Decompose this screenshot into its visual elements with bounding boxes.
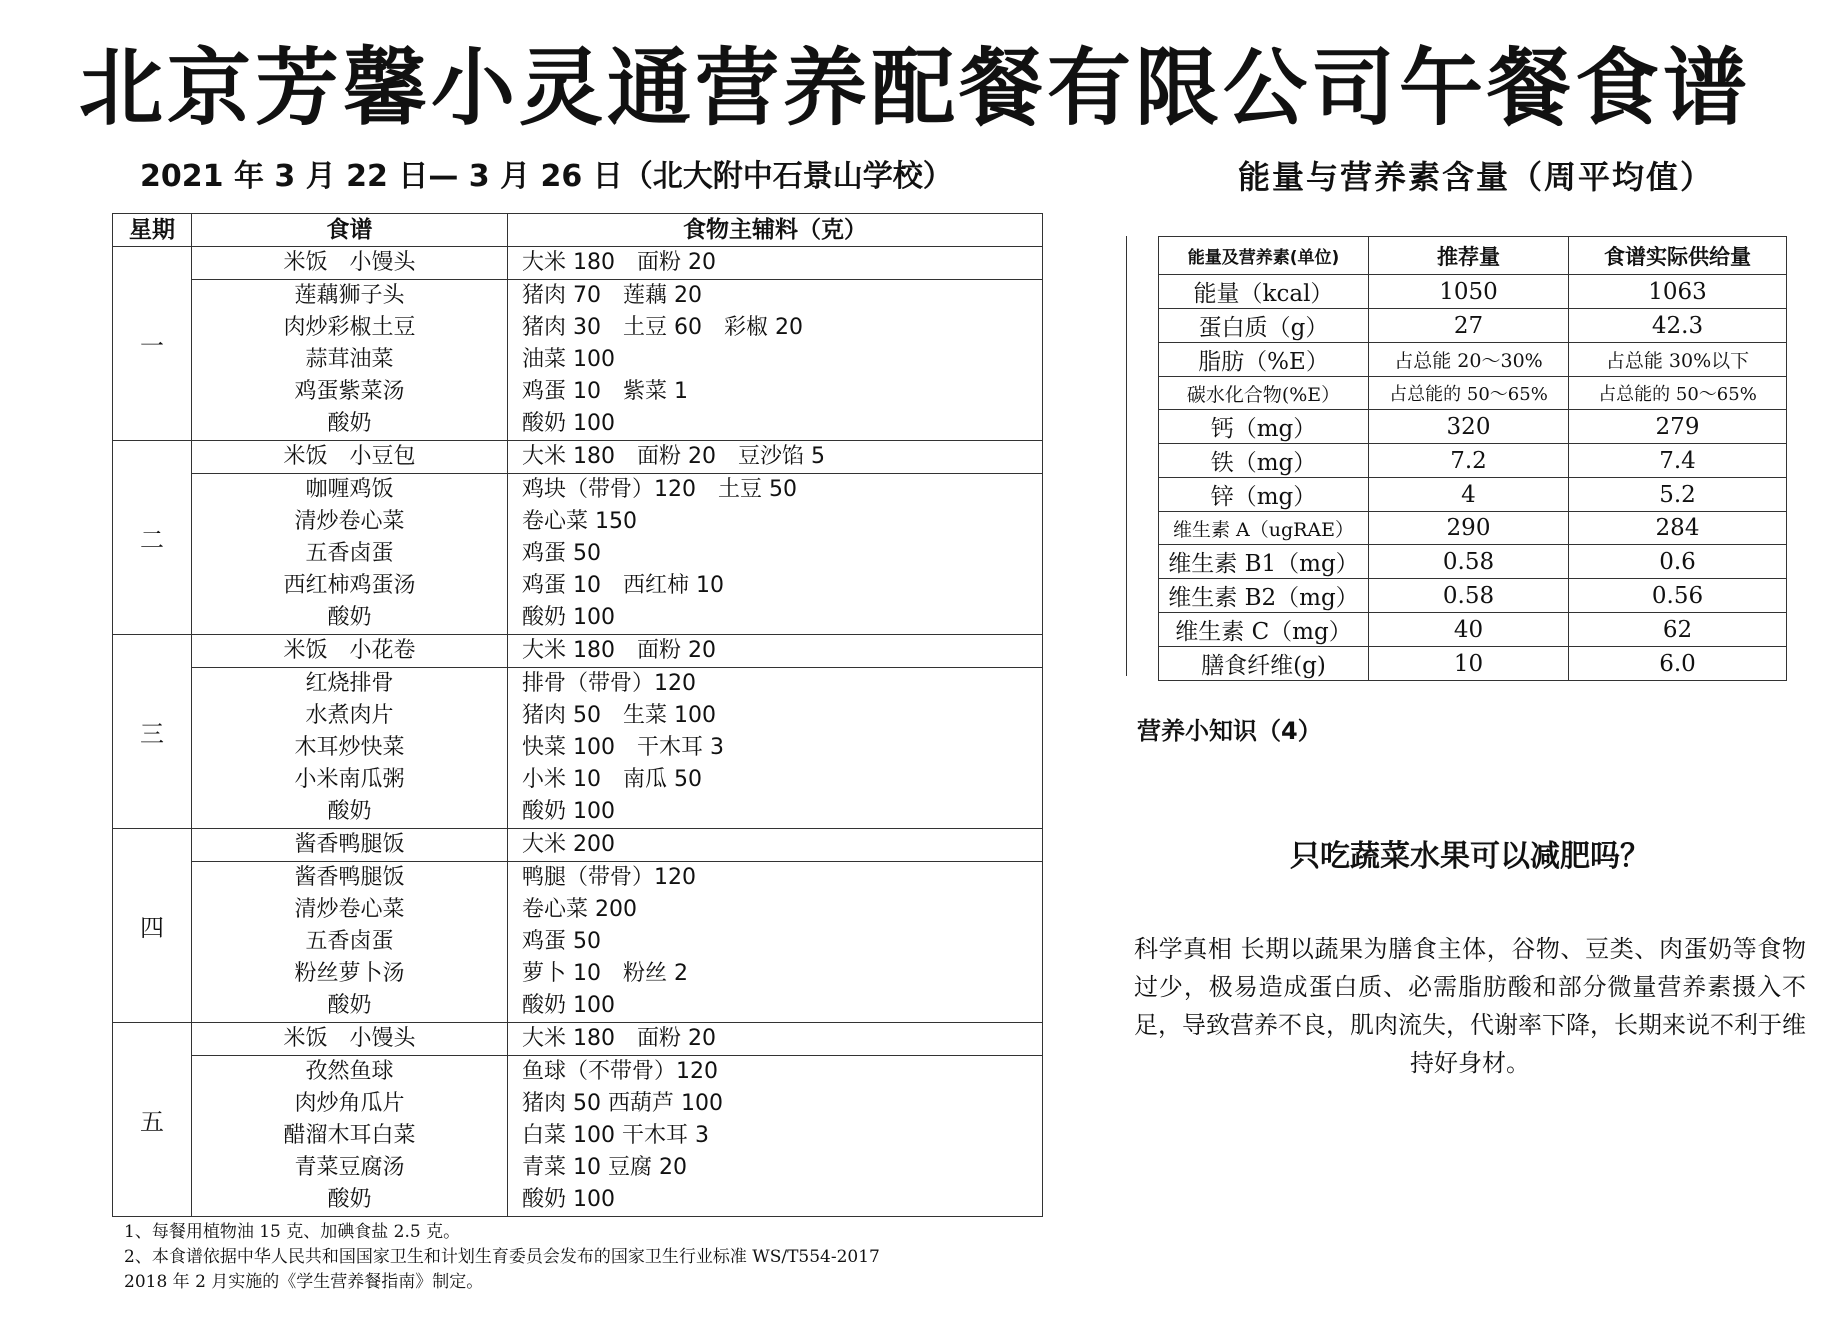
weekday-cell: 四 <box>113 829 192 1023</box>
recommended-value: 0.58 <box>1369 579 1569 613</box>
dish-name: 酸奶 <box>327 411 372 436</box>
nutrition-table <box>1158 236 1787 681</box>
actual-value: 284 <box>1569 512 1787 545</box>
actual-value: 42.3 <box>1569 309 1787 343</box>
dish-ingredients: 鸡蛋 50 <box>522 541 601 566</box>
recommended-value: 10 <box>1369 647 1569 681</box>
nutrient-name: 维生素 A（ugRAE） <box>1159 512 1369 545</box>
nutrition-row <box>1159 343 1787 377</box>
dish-ingredients: 青菜 10 豆腐 20 <box>522 1155 687 1180</box>
dish-name: 莲藕狮子头 <box>294 283 405 308</box>
dish-name: 酸奶 <box>327 993 372 1018</box>
nutrition-row <box>1159 377 1787 410</box>
date-line: 2021 年 3 月 22 日— 3 月 26 日（北大附中石景山学校） <box>140 159 953 194</box>
nutrient-name: 维生素 C（mg） <box>1159 613 1369 647</box>
dish-name: 小米南瓜粥 <box>294 767 405 792</box>
dish-ingredients: 鱼球（不带骨）120 <box>522 1059 718 1084</box>
dish-name: 孜然鱼球 <box>305 1059 394 1084</box>
dish-name: 粉丝萝卜汤 <box>294 961 405 986</box>
dish-ingredients: 鸡蛋 10 西红柿 10 <box>522 573 724 598</box>
page-title: 北京芳馨小灵通营养配餐有限公司午餐食谱 <box>78 39 1751 137</box>
dish-ingredients: 鸡块（带骨）120 土豆 50 <box>522 477 797 502</box>
recommended-value: 0.58 <box>1369 545 1569 579</box>
recommended-value: 占总能的 50～65% <box>1369 377 1569 410</box>
staple-ingredients: 大米 180 面粉 20 <box>522 1026 716 1051</box>
header-recommended: 推荐量 <box>1369 237 1569 275</box>
recommended-value: 占总能 20～30% <box>1369 343 1569 377</box>
menu-header-row <box>113 214 1043 247</box>
nutrition-row <box>1159 309 1787 343</box>
menu-staple-row <box>113 829 1043 862</box>
tip-body: 科学真相 长期以蔬果为膳食主体，谷物、豆类、肉蛋奶等食物过少，极易造成蛋白质、必需脂肪酸和部分微量营养素摄入不足，导致营养不良，肌肉流失，代谢率下降，长期来说不利于维持好身材。 <box>1134 935 1806 1077</box>
nutrient-name: 钙（mg） <box>1159 410 1369 444</box>
recommended-value: 1050 <box>1369 275 1569 309</box>
dishes-cell <box>192 668 508 829</box>
actual-value: 279 <box>1569 410 1787 444</box>
dish-ingredients: 酸奶 100 <box>522 411 615 436</box>
footnote: 2、本食谱依据中华人民共和国国家卫生和计划生育委员会发布的国家卫生行业标准 WS/T554-2017 <box>124 1247 880 1267</box>
staple-ingredients: 大米 180 面粉 20 豆沙馅 5 <box>522 444 825 469</box>
menu-dishes-row <box>113 668 1043 829</box>
menu-staple-row <box>113 441 1043 474</box>
dish-ingredients: 酸奶 100 <box>522 605 615 630</box>
dish-name: 咖喱鸡饭 <box>305 477 394 502</box>
menu-dishes-row <box>113 1056 1043 1217</box>
staple-dish: 酱香鸭腿饭 <box>294 832 405 857</box>
nutrition-row <box>1159 647 1787 681</box>
staple-dish-cell <box>192 247 508 280</box>
staple-dish: 米饭 小豆包 <box>283 444 416 469</box>
tip-title: 只吃蔬菜水果可以减肥吗？ <box>1290 839 1650 874</box>
dish-ingredients: 鸡蛋 50 <box>522 929 601 954</box>
staple-dish-cell <box>192 635 508 668</box>
ingredients-cell <box>508 862 1043 1023</box>
menu-dishes-row <box>113 862 1043 1023</box>
dishes-cell <box>192 862 508 1023</box>
nutrition-row <box>1159 613 1787 647</box>
staple-ingredients-cell <box>508 247 1043 280</box>
staple-dish-cell <box>192 829 508 862</box>
dish-ingredients: 酸奶 100 <box>522 993 615 1018</box>
dish-name: 酸奶 <box>327 1187 372 1212</box>
actual-value: 0.56 <box>1569 579 1787 613</box>
recommended-value: 27 <box>1369 309 1569 343</box>
dish-ingredients: 排骨（带骨）120 <box>522 671 696 696</box>
actual-value: 62 <box>1569 613 1787 647</box>
menu-staple-row <box>113 1023 1043 1056</box>
staple-ingredients-cell <box>508 441 1043 474</box>
staple-dish-cell <box>192 441 508 474</box>
dish-ingredients: 油菜 100 <box>522 347 615 372</box>
dishes-cell <box>192 474 508 635</box>
actual-value: 占总能的 50～65% <box>1569 377 1787 410</box>
nutrient-name: 脂肪（%E） <box>1159 343 1369 377</box>
menu-table <box>112 213 1043 1217</box>
staple-ingredients-cell <box>508 1023 1043 1056</box>
dish-ingredients: 卷心菜 200 <box>522 897 637 922</box>
dish-name: 西红柿鸡蛋汤 <box>283 573 416 598</box>
recommended-value: 320 <box>1369 410 1569 444</box>
header-nutrient: 能量及营养素(单位) <box>1159 237 1369 275</box>
recommended-value: 7.2 <box>1369 444 1569 478</box>
actual-value: 1063 <box>1569 275 1787 309</box>
weekday-cell: 五 <box>113 1023 192 1217</box>
dish-ingredients: 猪肉 70 莲藕 20 <box>522 283 702 308</box>
divider <box>1126 236 1127 676</box>
weekday-cell: 一 <box>113 247 192 441</box>
dish-ingredients: 猪肉 50 西葫芦 100 <box>522 1091 723 1116</box>
recommended-value: 290 <box>1369 512 1569 545</box>
tip-label: 营养小知识（4） <box>1137 717 1322 745</box>
dish-ingredients: 酸奶 100 <box>522 799 615 824</box>
staple-dish: 米饭 小花卷 <box>283 638 416 663</box>
dish-name: 肉炒彩椒土豆 <box>283 315 416 340</box>
actual-value: 占总能 30%以下 <box>1569 343 1787 377</box>
nutrition-row <box>1159 444 1787 478</box>
staple-dish-cell <box>192 1023 508 1056</box>
dish-name: 肉炒角瓜片 <box>294 1091 405 1116</box>
dishes-cell <box>192 1056 508 1217</box>
nutrient-name: 维生素 B1（mg） <box>1159 545 1369 579</box>
ingredients-cell <box>508 668 1043 829</box>
dish-name: 水煮肉片 <box>305 703 394 728</box>
footnote: 2018 年 2 月实施的《学生营养餐指南》制定。 <box>124 1272 484 1292</box>
dish-ingredients: 卷心菜 150 <box>522 509 637 534</box>
weekday-cell: 三 <box>113 635 192 829</box>
staple-ingredients-cell <box>508 829 1043 862</box>
dish-name: 五香卤蛋 <box>305 541 394 566</box>
dish-name: 青菜豆腐汤 <box>294 1155 405 1180</box>
nutrient-name: 碳水化合物(%E） <box>1159 377 1369 410</box>
dish-name: 清炒卷心菜 <box>294 897 405 922</box>
header-recipe: 食谱 <box>192 214 508 247</box>
nutrition-row <box>1159 512 1787 545</box>
staple-dish: 米饭 小馒头 <box>283 1026 416 1051</box>
staple-ingredients: 大米 200 <box>522 832 615 857</box>
dish-ingredients: 酸奶 100 <box>522 1187 615 1212</box>
nutrient-name: 膳食纤维(g) <box>1159 647 1369 681</box>
dish-name: 木耳炒快菜 <box>294 735 405 760</box>
dish-ingredients: 白菜 100 干木耳 3 <box>522 1123 709 1148</box>
menu-dishes-row <box>113 474 1043 635</box>
dish-ingredients: 猪肉 50 生菜 100 <box>522 703 716 728</box>
dish-name: 红烧排骨 <box>305 671 394 696</box>
ingredients-cell <box>508 280 1043 441</box>
dish-name: 酱香鸭腿饭 <box>294 865 405 890</box>
actual-value: 5.2 <box>1569 478 1787 512</box>
staple-ingredients-cell <box>508 635 1043 668</box>
actual-value: 0.6 <box>1569 545 1787 579</box>
nutrition-row <box>1159 545 1787 579</box>
dish-name: 蒜茸油菜 <box>305 347 394 372</box>
nutrient-name: 维生素 B2（mg） <box>1159 579 1369 613</box>
dish-name: 五香卤蛋 <box>305 929 394 954</box>
dish-ingredients: 小米 10 南瓜 50 <box>522 767 702 792</box>
footnote: 1、每餐用植物油 15 克、加碘食盐 2.5 克。 <box>124 1222 461 1242</box>
dish-ingredients: 猪肉 30 土豆 60 彩椒 20 <box>522 315 803 340</box>
nutrient-name: 铁（mg） <box>1159 444 1369 478</box>
dish-ingredients: 快菜 100 干木耳 3 <box>522 735 724 760</box>
dishes-cell <box>192 280 508 441</box>
recommended-value: 40 <box>1369 613 1569 647</box>
nutrient-name: 蛋白质（g） <box>1159 309 1369 343</box>
dish-name: 清炒卷心菜 <box>294 509 405 534</box>
header-weekday: 星期 <box>113 214 192 247</box>
actual-value: 7.4 <box>1569 444 1787 478</box>
nutrition-heading: 能量与营养素含量（周平均值） <box>1238 158 1715 196</box>
actual-value: 6.0 <box>1569 647 1787 681</box>
staple-ingredients: 大米 180 面粉 20 <box>522 638 716 663</box>
nutrition-row <box>1159 275 1787 309</box>
dish-name: 醋溜木耳白菜 <box>283 1123 416 1148</box>
dish-ingredients: 鸭腿（带骨）120 <box>522 865 696 890</box>
menu-staple-row <box>113 247 1043 280</box>
staple-dish: 米饭 小馒头 <box>283 250 416 275</box>
nutrient-name: 锌（mg） <box>1159 478 1369 512</box>
nutrition-header-row <box>1159 237 1787 275</box>
menu-dishes-row <box>113 280 1043 441</box>
dish-name: 鸡蛋紫菜汤 <box>294 379 405 404</box>
dish-name: 酸奶 <box>327 799 372 824</box>
staple-ingredients: 大米 180 面粉 20 <box>522 250 716 275</box>
ingredients-cell <box>508 1056 1043 1217</box>
menu-staple-row <box>113 635 1043 668</box>
weekday-cell: 二 <box>113 441 192 635</box>
nutrient-name: 能量（kcal） <box>1159 275 1369 309</box>
nutrition-row <box>1159 478 1787 512</box>
footnotes <box>124 1220 880 1295</box>
header-actual: 食谱实际供给量 <box>1569 237 1787 275</box>
nutrition-row <box>1159 410 1787 444</box>
recommended-value: 4 <box>1369 478 1569 512</box>
header-ingredients: 食物主辅料（克） <box>508 214 1043 247</box>
ingredients-cell <box>508 474 1043 635</box>
dish-ingredients: 鸡蛋 10 紫菜 1 <box>522 379 688 404</box>
nutrition-row <box>1159 579 1787 613</box>
dish-name: 酸奶 <box>327 605 372 630</box>
dish-ingredients: 萝卜 10 粉丝 2 <box>522 961 688 986</box>
